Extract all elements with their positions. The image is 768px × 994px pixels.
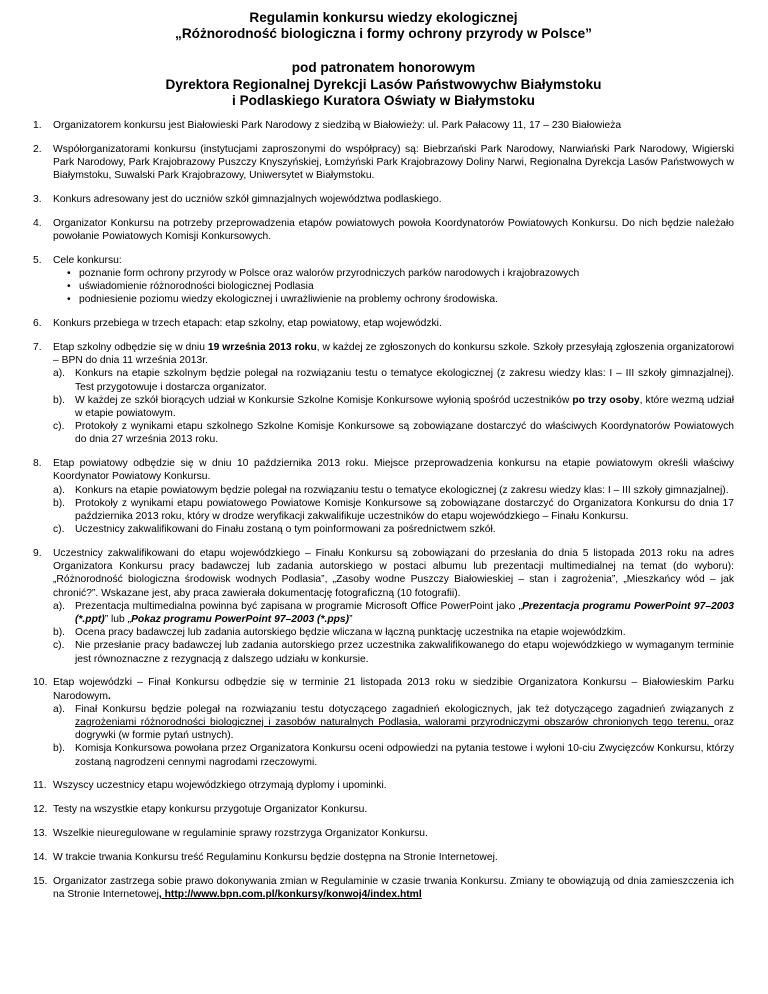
document-title <box>33 10 734 42</box>
rule-7 <box>33 341 734 447</box>
rule-number: 10. <box>33 677 48 689</box>
goal-item: • uświadomienie różnorodności biologicznej Podlasia <box>67 280 734 293</box>
subpoint-text: Protokoły z wynikami etapu powiatowego Powiatowe Komisje Konkursowe są zobowiązane dostarczyć do Organizatora Konkursu do dnia 17 października 2013 roku, który w drodze weryfikacji zakwalifikuje uczestników do etapu wojewódzkiego – Finału Konkursu. <box>75 497 734 523</box>
subpoint-text <box>75 395 734 419</box>
rule-8 <box>33 457 734 536</box>
rule-text: Uczestnicy zakwalifikowani do etapu wojewódzkiego – Finału Konkursu są zobowiązani do przesłania do dnia 5 listopada 2013 roku na adres Organizatora Konkursu pracy badawczej lub zadania autorskiego w postaci albumu lub prezentacji multimedialnej na temat (do wyboru): „Różnorodność biologiczna środowisk wodnych Podlasia”, „Zasoby wodne Puszczy Białowieskiej – stan i zagrożenia”, „Mieszkańcy wód – jak chronić?”. Wskazane jest, aby praca zawierała dokumentację fotograficzną (10 fotografii). <box>53 548 734 599</box>
patronage-line-3: i Podlaskiego Kuratora Oświaty w Białymstoku <box>232 92 535 108</box>
rule-number: 9. <box>33 548 42 560</box>
rule-11 <box>33 779 734 792</box>
rule-text: Testy na wszystkie etapy konkursu przygotuje Organizator Konkursu. <box>53 804 368 816</box>
rule-number: 4. <box>33 217 42 229</box>
subpoint-letter: b). <box>53 497 66 509</box>
rule-text: Współorganizatorami konkursu (instytucjami zaproszonymi do współpracy) są: Biebrzański Park Narodowy, Narwiański Park Narodowy, Wigierski Park Narodowy, Park Krajobrazowy Puszczy Knyszyńskiej, Łomżyński Park Krajobrazowy Doliny Narwi, Regionalna Dyrekcja Lasów Państwowych w Białymstoku, Suwalski Park Krajobrazowy, Uniwersytet w Białymstoku. <box>53 143 734 182</box>
title-line-2: „Różnorodność biologiczna i formy ochrony przyrody w Polsce” <box>175 26 592 42</box>
text-run: Etap szkolny odbędzie się w dniu <box>53 342 208 354</box>
rule-text <box>53 677 734 701</box>
rule-text: Konkurs adresowany jest do uczniów szkół gimnazjalnych województwa podlaskiego. <box>53 194 442 206</box>
subpoint-letter: b). <box>53 627 66 639</box>
subpoint-letter: b). <box>53 743 66 755</box>
rule-number: 13. <box>33 828 48 840</box>
subpoint-text: Ocena pracy badawczej lub zadania autorskiego będzie wliczana w łączną punktację uczestnika na etapie wojewódzkim. <box>75 627 626 639</box>
rule-13 <box>33 827 734 840</box>
subpoint-text: Uczestnicy zakwalifikowani do Finału zostaną o tym poinformowani za pośrednictwem szkół. <box>75 524 496 536</box>
rule-text: Wszelkie nieuregulowane w regulaminie sprawy rozstrzyga Organizator Konkursu. <box>53 828 428 840</box>
patronage-heading <box>33 60 734 109</box>
rule-text: Konkurs przebiega w trzech etapach: etap szkolny, etap powiatowy, etap wojewódzki. <box>53 318 442 330</box>
ppt-format: Prezentacja programu PowerPoint 97–2003 (*.ppt) <box>75 600 734 626</box>
text-run: , które wezmą udział w etapie powiatowym. <box>75 394 735 420</box>
rule-text: Organizator Konkursu na potrzeby przeprowadzenia etapów powiatowych powoła Koordynatorów Powiatowych Konkursu. Do nich będzie należało powołanie Powiatowych Komisji Konkursowych. <box>53 217 734 243</box>
rule-text: Organizatorem konkursu jest Białowieski Park Narodowy z siedzibą w Białowieży: ul. Park Pałacowy 11, 17 – 230 Białowieża <box>53 120 622 132</box>
pps-format: Pokaz programu PowerPoint 97–2003 (*.pps) <box>131 614 350 626</box>
text-run: , w każdej ze zgłoszonych do konkursu szkole. Szkoły przesyłają zgłoszenia organizatorowi – BPN do dnia 11 września 2013r. <box>53 342 734 367</box>
subpoint-c <box>53 420 734 446</box>
subpoint-text <box>75 601 734 625</box>
subpoint-c <box>53 639 734 665</box>
goal-item: • podniesienie poziomu wiedzy ekologicznej i uwrażliwienie na problemy ochrony środowiska. <box>67 293 734 306</box>
subpoint-a <box>53 367 734 393</box>
subpoint-letter: a). <box>53 703 66 715</box>
subpoint-letter: c). <box>53 640 65 652</box>
rule-text: Wszyscy uczestnicy etapu wojewódzkiego otrzymają dyplomy i upominki. <box>53 780 387 792</box>
rule-number: 11. <box>33 780 47 792</box>
rule-10 <box>33 676 734 768</box>
rule-number: 6. <box>33 318 42 330</box>
rule-number: 5. <box>33 254 42 266</box>
text-run: . <box>107 690 111 702</box>
rule-2 <box>33 143 734 183</box>
subpoint-b <box>53 626 734 639</box>
rule-text <box>53 342 734 366</box>
text-run: Etap wojewódzki – Finał Konkursu odbędzie się w terminie 21 listopada 2013 roku w siedzibie Organizatora Konkursu – Białowieskim Parku Narodowym <box>53 677 734 702</box>
text-run: W każdej ze szkół biorących udział w Konkursie Szkolne Komisje Konkursowe wyłonią spośród uczestników <box>75 394 573 406</box>
subpoint-letter: c). <box>53 421 65 433</box>
subpoint-text <box>75 704 734 741</box>
rule-14 <box>33 851 734 864</box>
subpoint-letter: c). <box>53 524 65 536</box>
rule-6 <box>33 317 734 330</box>
rule-15 <box>33 875 734 901</box>
three-persons: po trzy osoby <box>572 394 640 406</box>
subpoint-text: Protokoły z wynikami etapu szkolnego Szkolne Komisje Konkursowe są zobowiązane dostarczyć do właściwych Koordynatorów Powiatowych do dnia 27 września 2013 roku. <box>75 421 734 446</box>
rule-number: 8. <box>33 458 42 470</box>
rule-3 <box>33 193 734 206</box>
link-separator: , <box>158 888 165 900</box>
title-line-1: Regulamin konkursu wiedzy ekologicznej <box>249 10 518 25</box>
subpoint-c <box>53 523 734 536</box>
rule-text <box>53 876 734 900</box>
subpoint-letter: b). <box>53 394 66 406</box>
rule-number: 1. <box>33 120 42 132</box>
underlined-topics: zagrożeniami różnorodności biologicznej i zasobów naturalnych Podlasia, walorami przyrodniczymi obszarów chronionych tego terenu, <box>75 717 714 729</box>
subpoint-text: Nie przesłanie pracy badawczej lub zadania autorskiego przez uczestnika zakwalifikowanego do etapu wojewódzkiego w wymaganym terminie jest równoznaczne z rezygnacją z dalszego udziału w konkursie. <box>75 640 734 665</box>
text-run: Organizator zastrzega sobie prawo dokonywania zmian w Regulaminie w czasie trwania Konkursu. Zmiany te obowiązują od dnia zamieszczenia ich na Stronie Internetowej <box>53 875 734 900</box>
patronage-line-1: pod patronatem honorowym <box>291 60 476 76</box>
rule-number: 12. <box>33 804 48 816</box>
rule-9 <box>33 547 734 666</box>
text-run: ” lub „ <box>104 614 132 626</box>
text-run: Finał Konkursu będzie polegał na rozwiązaniu testu dotyczącego zagadnień ekologicznych, jak też dotyczącego zagadnień związanych z <box>75 703 734 715</box>
rule-text: Cele konkursu: <box>53 254 122 266</box>
rule-number: 3. <box>33 194 42 206</box>
subpoint-letter: a). <box>53 484 66 496</box>
rules-list <box>33 119 734 901</box>
subpoint-b <box>53 497 734 523</box>
rule-number: 2. <box>33 143 42 155</box>
subpoint-b <box>53 394 734 420</box>
text-run: ” <box>349 614 353 626</box>
school-stage-date: 19 września 2013 roku <box>207 342 317 354</box>
link-url: http://www.bpn.com.pl/konkursy/konwoj4/index.html <box>164 888 422 900</box>
subpoint-a <box>53 600 734 626</box>
rule-number: 15. <box>33 875 48 887</box>
rule-1 <box>33 119 734 132</box>
rule-number: 14. <box>33 851 48 863</box>
subpoint-a <box>53 484 734 497</box>
text-run: Prezentacja multimedialna powinna być zapisana w programie Microsoft Office PowerPoint jako „ <box>75 600 523 612</box>
goals-list <box>53 267 734 307</box>
patronage-line-2: Dyrektora Regionalnej Dyrekcji Lasów Państwowychw Białymstoku <box>165 76 602 92</box>
subpoint-text: Konkurs na etapie powiatowym będzie polegał na rozwiązaniu testu o tematyce ekologicznej (z zakresu wiedzy klas: I – III szkoły gimnazjalnej). <box>75 484 729 496</box>
rule-number: 7. <box>33 342 42 354</box>
rule-12 <box>33 803 734 816</box>
goal-item: • poznanie form ochrony przyrody w Polsce oraz walorów przyrodniczych parków narodowych i krajobrazowych <box>67 267 734 280</box>
rule-4 <box>33 217 734 243</box>
subpoint-text: Komisja Konkursowa powołana przez Organizatora Konkursu oceni odpowiedzi na pytania testowe i wyłoni 10-ciu Zwycięzców Konkursu, którzy zostaną nagrodzeni cennymi nagrodami rzeczowymi. <box>75 743 734 768</box>
rule-text: W trakcie trwania Konkursu treść Regulaminu Konkursu będzie dostępna na Stronie Internetowej. <box>53 851 498 863</box>
subpoint-a <box>53 703 734 743</box>
subpoint-text: Konkurs na etapie szkolnym będzie polegał na rozwiązaniu testu o tematyce ekologicznej (z zakresu wiedzy klas: I – III szkoły gimnazjalnej). Test przygotowuje i dostarcza organizator. <box>75 368 734 393</box>
rule-text: Etap powiatowy odbędzie się w dniu 10 października 2013 roku. Miejsce przeprowadzenia konkursu na etapie powiatowym określi właściwy Koordynator Powiatowy Konkursu. <box>53 458 734 483</box>
rule-5 <box>33 254 734 307</box>
subpoint-letter: a). <box>53 600 66 612</box>
website-link[interactable] <box>159 889 422 900</box>
subpoint-b <box>53 742 734 768</box>
text-run: oraz dogrywki (w formie pytań ustnych). <box>75 717 734 742</box>
subpoint-letter: a). <box>53 368 66 380</box>
